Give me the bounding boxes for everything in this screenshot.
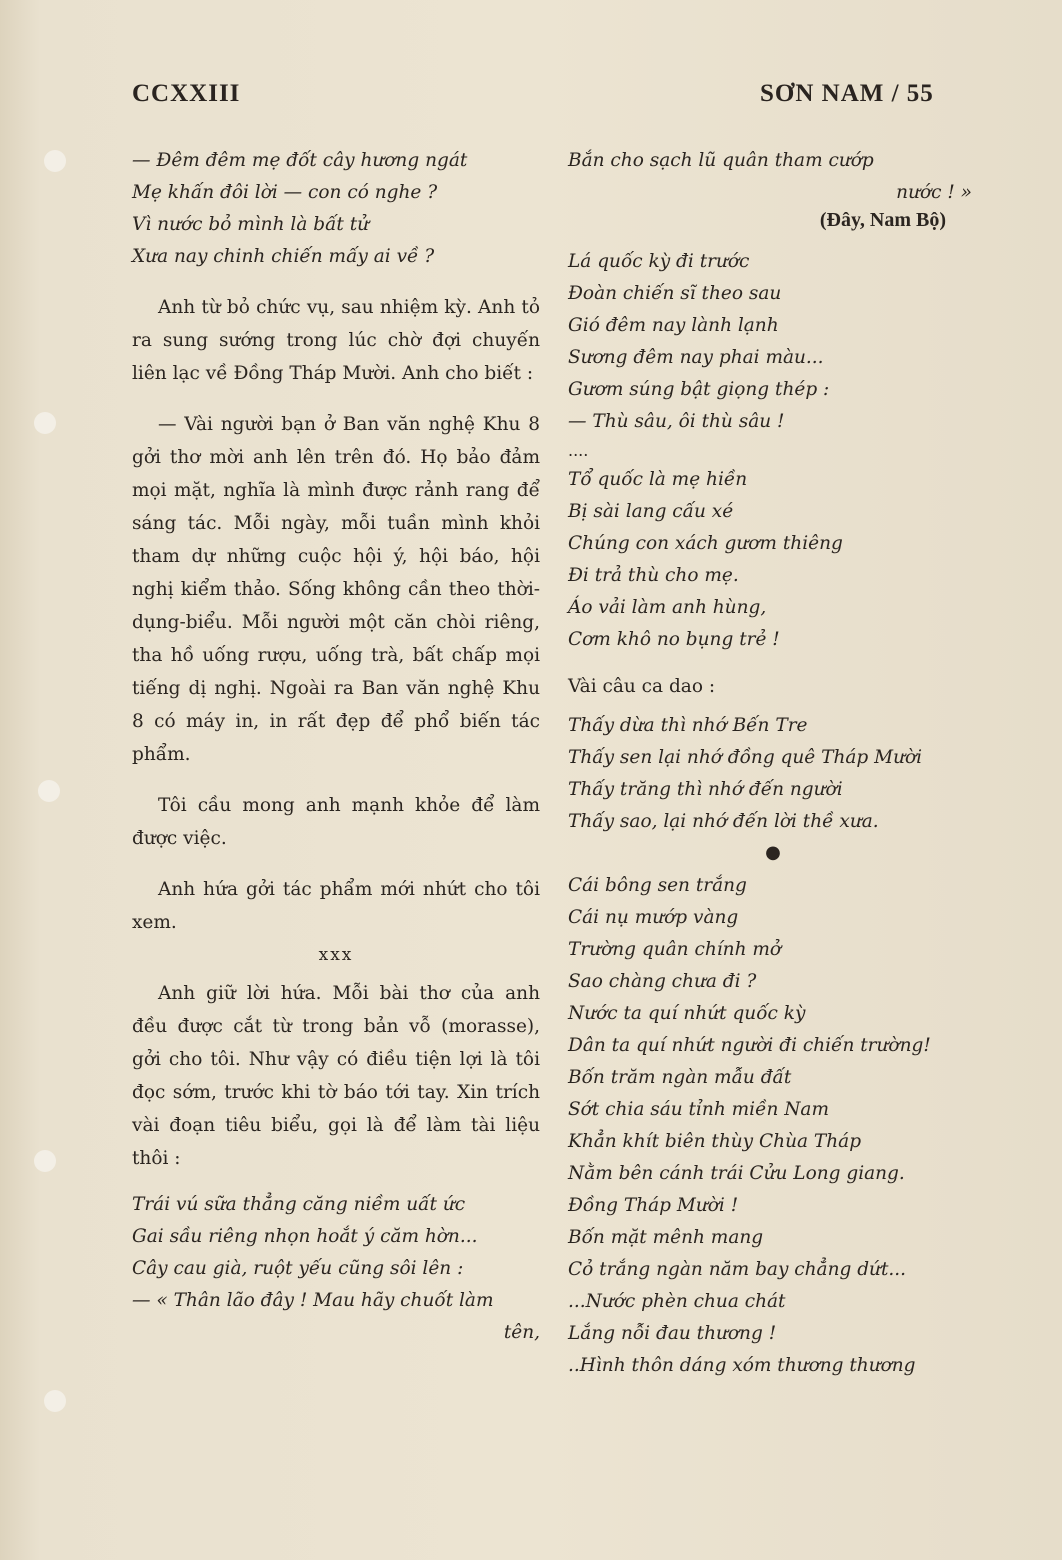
poem-line-continuation: nước ! » bbox=[896, 182, 972, 203]
poem-line: Đồng Tháp Mười ! bbox=[568, 1195, 739, 1216]
poem-line: ...Nước phèn chua chát bbox=[568, 1291, 786, 1312]
chapter-number: CCXXIII bbox=[132, 80, 241, 107]
poem-line: Bắn cho sạch lũ quân tham cướp bbox=[568, 150, 874, 171]
poem-line: Vì nước bỏ mình là bất tử bbox=[132, 214, 370, 235]
punch-hole bbox=[34, 1150, 56, 1172]
poem-fruit-trees-end bbox=[568, 145, 978, 209]
poem-line: — Thù sâu, ôi thù sâu ! bbox=[568, 411, 785, 432]
poem-folk-verse bbox=[568, 710, 978, 838]
paragraph: Anh giữ lời hứa. Mỗi bài thơ của anh đều được cắt từ trong bản vỗ (morasse), gởi cho tôi. Như vậy có điều tiện lợi là tôi đọc sớm, trước khi tờ báo tới tay. Xin trích vài đoạn tiêu biểu, gọi là để làm tài liệu thôi : bbox=[132, 983, 540, 1169]
running-header: SƠN NAM / 55 bbox=[760, 80, 934, 107]
poem-line: — Đêm đêm mẹ đốt cây hương ngát bbox=[132, 150, 468, 171]
poem-fruit-trees bbox=[132, 1189, 540, 1349]
paragraph: — Vài người bạn ở Ban văn nghệ Khu 8 gởi thơ mời anh lên trên đó. Họ bảo đảm mọi mặt, nghĩa là mình được rảnh rang để sáng tác. Mỗi ngày, mỗi tuần mình khỏi tham dự những cuộc hội ý, hội báo, hội nghị kiểm thảo. Sống không cần theo thời-dụng-biểu. Mỗi người một căn chòi riêng, tha hồ uống rượu, uống trà, bất chấp mọi tiếng dị nghị. Ngoài ra Ban văn nghệ Khu 8 có máy in, in rất đẹp để phổ biến tác phẩm. bbox=[132, 414, 540, 765]
poem-line: Gai sầu riêng nhọn hoắt ý căm hờn... bbox=[132, 1226, 478, 1247]
poem-line: Nước ta quí nhứt quốc kỳ bbox=[568, 1003, 806, 1024]
poem-flag bbox=[568, 246, 978, 438]
poem-line: Thấy dừa thì nhớ Bến Tre bbox=[568, 715, 808, 736]
poem-line: Thấy trăng thì nhớ đến người bbox=[568, 779, 843, 800]
paragraph: Tôi cầu mong anh mạnh khỏe để làm được việc. bbox=[132, 795, 540, 849]
bullet-separator: ● bbox=[765, 842, 781, 863]
poem-line: Lắng nỗi đau thương ! bbox=[568, 1323, 777, 1344]
poem-line: Bị sài lang cấu xé bbox=[568, 501, 734, 522]
poem-line: Đi trả thù cho mẹ. bbox=[568, 565, 739, 586]
poem-line: Khẳn khít biên thùy Chùa Tháp bbox=[568, 1131, 862, 1152]
poem-line: — « Thân lão đây ! Mau hãy chuốt làm bbox=[132, 1290, 494, 1311]
poem-line: Trái vú sữa thẳng căng niềm uất ức bbox=[132, 1194, 466, 1215]
punch-hole bbox=[38, 780, 60, 802]
poem-line: ..Hình thôn dáng xóm thương thương bbox=[568, 1355, 916, 1376]
poem-line: Trường quân chính mở bbox=[568, 939, 782, 960]
poem-line: Sương đêm nay phai màu... bbox=[568, 347, 824, 368]
paragraph: Anh hứa gởi tác phẩm mới nhứt cho tôi xem. bbox=[132, 879, 540, 933]
punch-hole bbox=[44, 150, 66, 172]
punch-hole bbox=[44, 1390, 66, 1412]
poem-line: Bốn trăm ngàn mẫu đất bbox=[568, 1067, 792, 1088]
poem-line: Nằm bên cánh trái Cửu Long giang. bbox=[568, 1163, 905, 1184]
poem-line: Cái nụ mướp vàng bbox=[568, 907, 739, 928]
poem-line: Gươm súng bật giọng thép : bbox=[568, 379, 830, 400]
poem-line: Sớt chia sáu tỉnh miền Nam bbox=[568, 1099, 830, 1120]
poem-line: Cơm khô no bụng trẻ ! bbox=[568, 629, 780, 650]
poem-line-continuation: tên, bbox=[503, 1322, 540, 1343]
poem-line: Mẹ khấn đôi lời — con có nghe ? bbox=[132, 182, 438, 203]
poem-line: Lá quốc kỳ đi trước bbox=[568, 251, 750, 272]
poem-motherland bbox=[568, 464, 978, 656]
poem-line: Cây cau già, ruột yếu cũng sôi lên : bbox=[132, 1258, 464, 1279]
poem-mother bbox=[132, 145, 540, 273]
folk-verse-intro: Vài câu ca dao : bbox=[568, 676, 716, 697]
poem-line: Đoàn chiến sĩ theo sau bbox=[568, 283, 782, 304]
poem-dong-thap-muoi bbox=[568, 870, 978, 1382]
poem-line: Gió đêm nay lành lạnh bbox=[568, 315, 779, 336]
right-column bbox=[568, 145, 978, 1382]
poem-line: Dân ta quí nhứt người đi chiến trường! bbox=[568, 1035, 931, 1056]
poem-line: Áo vải làm anh hùng, bbox=[568, 597, 767, 618]
punch-hole bbox=[34, 412, 56, 434]
left-column bbox=[132, 145, 540, 1349]
poem-line: Tổ quốc là mẹ hiền bbox=[568, 469, 748, 490]
paragraph: Anh từ bỏ chức vụ, sau nhiệm kỳ. Anh tỏ ra sung sướng trong lúc chờ đợi chuyến liên lạc về Đồng Tháp Mười. Anh cho biết : bbox=[132, 297, 540, 384]
poem-line: Sao chàng chưa đi ? bbox=[568, 971, 757, 992]
poem-line: Cỏ trắng ngàn năm bay chẳng dứt... bbox=[568, 1259, 907, 1280]
ellipsis: .... bbox=[568, 441, 589, 460]
poem-line: Thấy sen lại nhớ đồng quê Tháp Mười bbox=[568, 747, 923, 768]
poem-line: Thấy sao, lại nhớ đến lời thề xưa. bbox=[568, 811, 879, 832]
poem-line: Bốn mặt mênh mang bbox=[568, 1227, 764, 1248]
poem-line: Xưa nay chinh chiến mấy ai về ? bbox=[132, 246, 435, 267]
section-separator: xxx bbox=[318, 945, 354, 965]
source-citation: (Đây, Nam Bộ) bbox=[819, 209, 946, 231]
poem-line: Chúng con xách gươm thiêng bbox=[568, 533, 843, 554]
poem-line: Cái bông sen trắng bbox=[568, 875, 747, 896]
